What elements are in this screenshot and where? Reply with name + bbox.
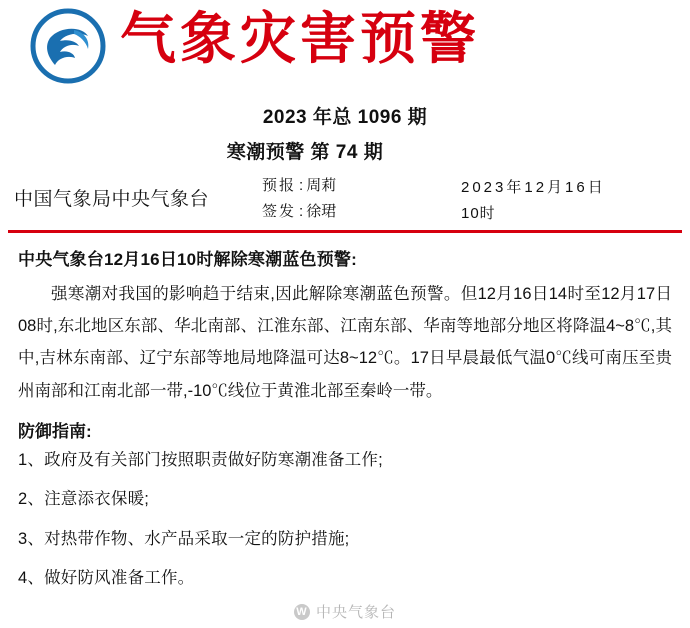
- footer-label: 中央气象台: [315, 604, 396, 621]
- issue-datetime: [461, 175, 676, 226]
- forecaster-row: [262, 173, 336, 199]
- issuing-organization: 中国气象局中央气象台: [14, 189, 210, 210]
- signer-sep: :: [299, 203, 304, 221]
- list-item: 2、注意添衣保暖;: [18, 490, 150, 509]
- forecaster-label: 预报: [262, 177, 297, 194]
- weibo-icon: W: [294, 604, 310, 620]
- warning-number: 寒潮预警 第 74 期: [226, 142, 384, 163]
- body-paragraph: 强寒潮对我国的影响趋于结束,因此解除寒潮蓝色预警。但12月16日14时至12月17日08时,东北地区东部、华北南部、江淮东部、江南东部、华南等地部分地区将降温4~8℃,其中,吉林东南部、辽宁东部等地局地降温可达8~12℃。17日早晨最低气温0℃线可南压至贵州南部和江南北部一带,-10℃线位于黄淮北部至秦岭一带。: [18, 285, 672, 400]
- forecaster-sep: :: [299, 177, 304, 194]
- issue-time: 10时: [461, 204, 496, 222]
- issue-date: 2023年12月16日: [461, 179, 606, 196]
- cma-emblem-icon: [30, 8, 106, 84]
- issue-number: 2023 年总 1096 期: [262, 107, 428, 128]
- signature-block: [262, 173, 336, 226]
- document-meta: [0, 170, 690, 228]
- document-header: [0, 0, 690, 96]
- body-subtitle: 中央气象台12月16日10时解除寒潮蓝色预警:: [18, 250, 357, 269]
- masthead-title: 气象灾害预警: [120, 7, 480, 72]
- signer-row: [262, 199, 336, 225]
- document-body: [0, 233, 690, 592]
- guide-title: 防御指南:: [18, 421, 92, 441]
- footer-watermark: [0, 601, 690, 622]
- forecaster-name: 周莉: [306, 177, 337, 194]
- list-item: 4、做好防风准备工作。: [18, 569, 195, 588]
- list-item: 1、政府及有关部门按照职责做好防寒潮准备工作;: [18, 450, 383, 469]
- list-item: 3、对热带作物、水产品采取一定的防护措施;: [18, 529, 350, 548]
- signer-name: 徐珺: [306, 203, 337, 221]
- signer-label: 签发: [262, 203, 297, 221]
